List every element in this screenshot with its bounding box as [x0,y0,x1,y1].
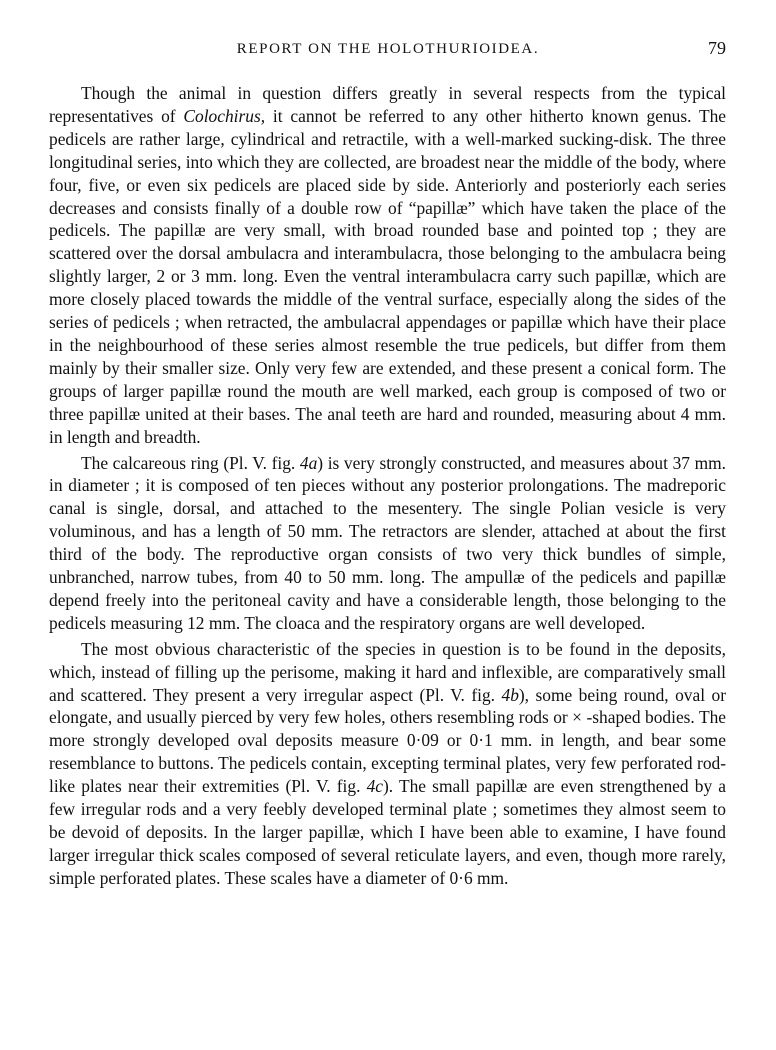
page-number: 79 [708,38,726,58]
paragraph-anatomy [49,452,726,635]
text-run: ), some being round, oval or elongate, and usually pierced by very few holes, others resembling rods or × -shaped bodies. The more strongly developed oval deposits measure 0·09 or 0·1 mm. in length, and bear some resemblance to buttons. The pedicels contain, excepting terminal plates, very few perforated rod-like plates near their extremities (Pl. V. fig. [49,684,726,797]
figure-reference: 4a [299,452,318,473]
running-head [48,38,728,64]
body-text [49,82,726,890]
text-run: The most obvious characteristic of the species in question is to be found in the deposits, which, instead of filling up the perisome, making it hard and inflexible, are comparatively small and scattered. They present a very irregular aspect (Pl. V. fig. [49,638,726,705]
text-run: ) is very strongly constructed, and measures about 37 mm. in diameter ; it is composed of ten pieces without any posterior prolongations. The madreporic canal is single, dorsal, and attached to the mesentery. The single Polian vesicle is very voluminous, and has a length of 50 mm. The retractors are slender, attached at about the first third of the body. The reproductive organ consists of two very thick bundles of simple, unbranched, narrow tubes, from 40 to 50 mm. long. The ampullæ of the pedicels and papillæ depend freely into the peritoneal cavity and have a considerable length, those belonging to the pedicels measuring 12 mm. The cloaca and the respiratory organs are well developed. [49,452,726,633]
text-run: it cannot be referred to any other hitherto known genus. The pedicels are rather large, cylindrical and retractile, with a well-marked sucking-disk. The three longitudinal series, into which they are collected, are broadest near the middle of the body, where four, five, or even six pedicels are placed side by side. Anteriorly and posteriorly each series decreases and consists finally of a double row of “papillæ” which have taken the place of the pedicels. The papillæ are very small, with broad rounded base and pointed top ; they are scattered over the dorsal ambulacra and interambulacra, those belonging to the ambulacra being slightly larger, 2 or 3 mm. long. Even the ventral interambulacra carry such papillæ, which are more closely placed towards the middle of the ventral surface, especially along the sides of the series of pedicels ; when retracted, the ambulacral appendages or papillæ which have their place in the neighbourhood of these series almost resemble the true pedicels, but differ from them mainly by their smaller size. Only very few are extended, and these present a conical form. The groups of larger papillæ round the mouth are well marked, each group is composed of two or three papillæ united at their bases. The anal teeth are hard and rounded, measuring about 4 mm. in length and breadth. [49,105,726,447]
text-run: ). The small papillæ are even strengthened by a few irregular rods and a very feebly developed terminal plate ; sometimes they almost seem to be devoid of deposits. In the larger papillæ, which I have been able to examine, I have found larger irregular thick scales composed of several reticulate layers, and even, though more rarely, simple perforated plates. These scales have a diameter of 0·6 mm. [49,776,727,888]
text-run: Though the animal in question differs greatly in several respects from the typical representatives of [49,83,726,126]
figure-reference: 4b [501,684,519,705]
paragraph-description [49,82,726,449]
running-title: REPORT ON THE HOLOTHURIOIDEA. [236,41,540,57]
paragraph-deposits [49,638,726,890]
text-run: The calcareous ring (Pl. V. fig. [81,452,300,473]
genus-name: Colochirus, [183,105,266,126]
figure-reference: 4c [366,776,384,797]
